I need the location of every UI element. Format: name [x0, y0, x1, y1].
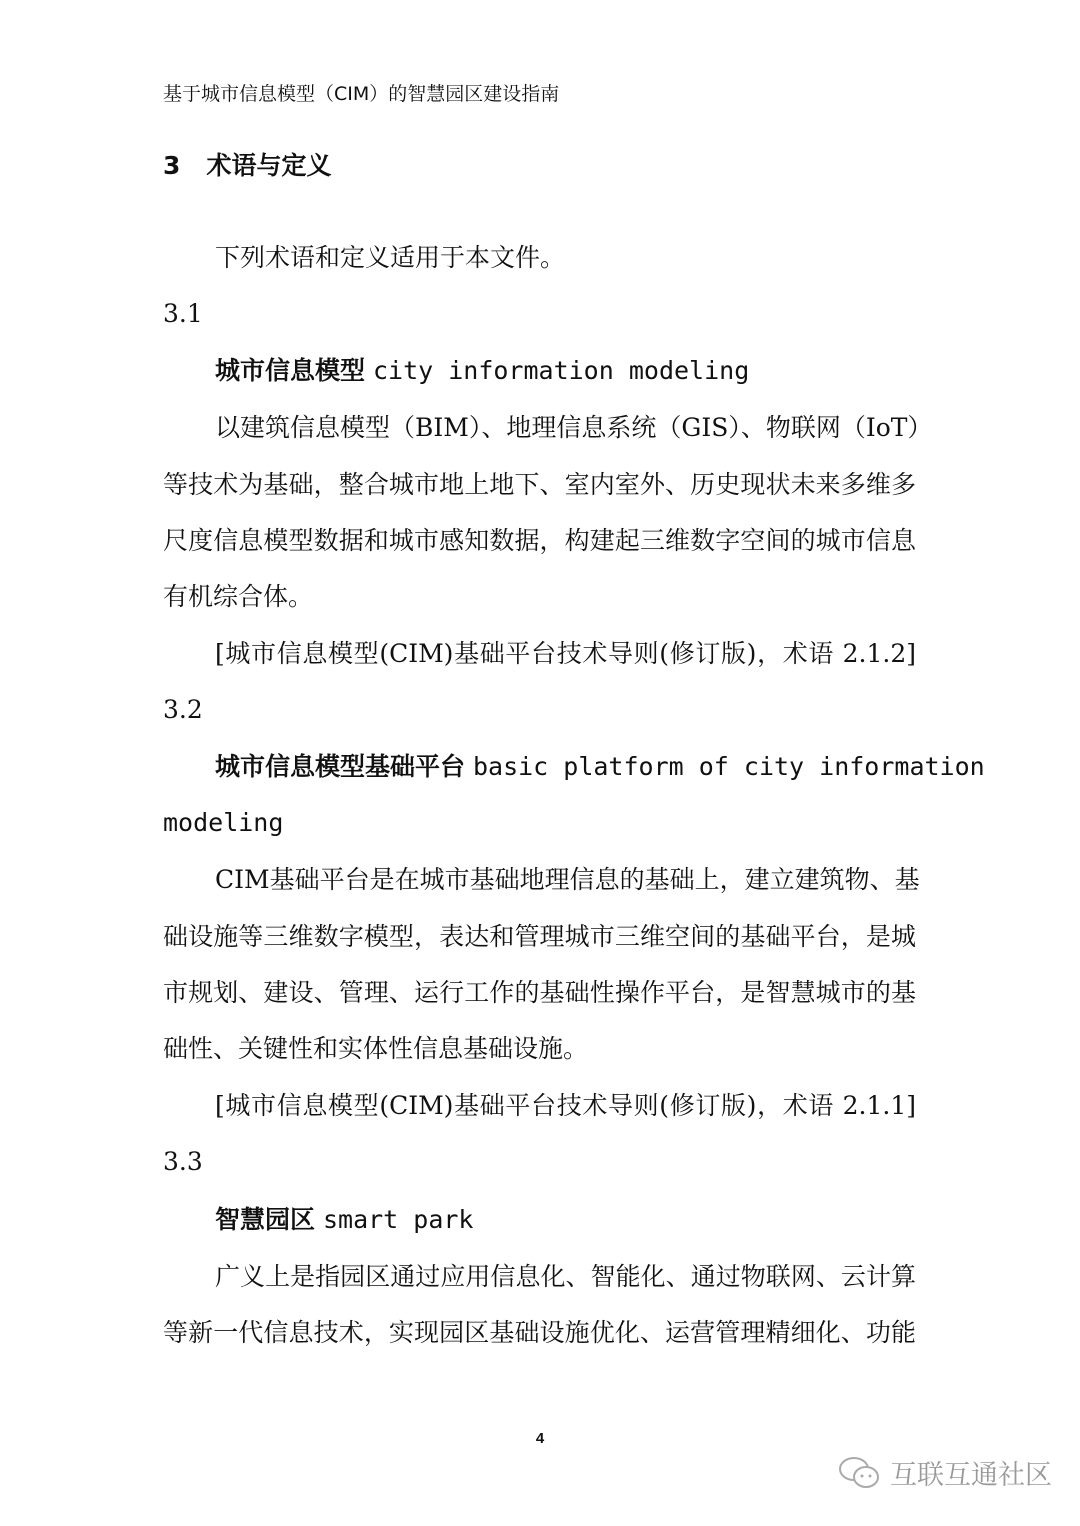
- definition-line: 等新一代信息技术，实现园区基础设施优化、运营管理精细化、功能: [163, 1318, 916, 1347]
- definition-line: 有机综合体。: [163, 582, 314, 611]
- term-number: 3.1: [163, 299, 203, 328]
- definition-line: CIM基础平台是在城市基础地理信息的基础上，建立建筑物、基: [215, 865, 920, 894]
- term-number: 3.3: [163, 1147, 203, 1176]
- definition-line: 广义上是指园区通过应用信息化、智能化、通过物联网、云计算: [215, 1262, 916, 1291]
- section-number: 3: [163, 151, 181, 180]
- term-name-cn: 城市信息模型: [215, 356, 366, 385]
- term-name-cn: 智慧园区: [215, 1205, 316, 1234]
- term-name: [215, 355, 749, 387]
- running-header: 基于城市信息模型（CIM）的智慧园区建设指南: [163, 83, 560, 105]
- term-name: [215, 1204, 473, 1236]
- term-source: [城市信息模型(CIM)基础平台技术导则(修订版)，术语 2.1.1]: [215, 1091, 916, 1120]
- definition-line: 础性、关键性和实体性信息基础设施。: [163, 1034, 589, 1063]
- definition-line: 础设施等三维数字模型，表达和管理城市三维空间的基础平台，是城: [163, 922, 916, 951]
- watermark: [838, 1453, 1052, 1492]
- definition-line: 市规划、建设、管理、运行工作的基础性操作平台，是智慧城市的基: [163, 978, 916, 1007]
- term-name: [215, 751, 985, 783]
- term-number: 3.2: [163, 695, 203, 724]
- intro-text: 下列术语和定义适用于本文件。: [215, 243, 566, 272]
- term-name-cn: 城市信息模型基础平台: [215, 752, 466, 781]
- watermark-text: 互联互通社区: [890, 1460, 1052, 1491]
- page-number: 4: [535, 1430, 545, 1447]
- term-name-en: smart park: [322, 1205, 474, 1234]
- definition-line: 等技术为基础，整合城市地上地下、室内室外、历史现状未来多维多: [163, 470, 916, 499]
- term-name-en: city information modeling: [372, 356, 750, 385]
- section-title: 术语与定义: [206, 151, 332, 180]
- term-name-en: basic platform of city information: [472, 752, 985, 781]
- term-source: [城市信息模型(CIM)基础平台技术导则(修订版)，术语 2.1.2]: [215, 639, 916, 668]
- term-name-en-cont: modeling: [163, 808, 284, 837]
- definition-line: 以建筑信息模型（BIM）、地理信息系统（GIS）、物联网（IoT）: [215, 413, 933, 442]
- wechat-icon: [838, 1455, 882, 1491]
- section-heading: [163, 150, 332, 182]
- definition-line: 尺度信息模型数据和城市感知数据，构建起三维数字空间的城市信息: [163, 526, 916, 555]
